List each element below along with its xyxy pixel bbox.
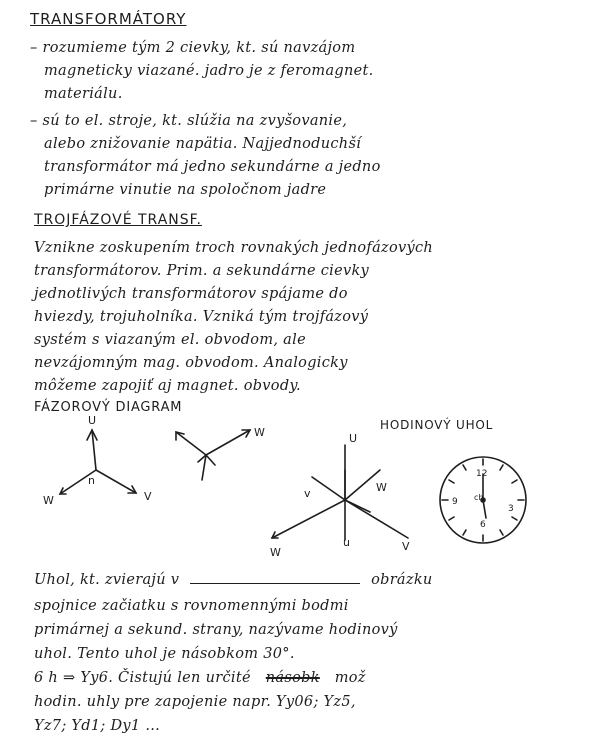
d1-label-u: U xyxy=(88,414,97,427)
clock-label-12: 12 xyxy=(476,469,488,479)
para4-line4: uhol. Tento uhol je násobkom 30°. xyxy=(34,646,295,662)
phasor-star-1 xyxy=(60,430,136,494)
para5-line3: Yz7; Yd1; Dy1 ... xyxy=(34,718,161,734)
d1-label-v: V xyxy=(144,490,152,503)
para3-line1: Vznikne zoskupením troch rovnakých jednofázových xyxy=(34,240,434,256)
d2-label-w: W xyxy=(254,426,265,439)
heading-three-phase: TROJFÁZOVÉ TRANSF. xyxy=(34,212,202,228)
d3-label-v-left: v xyxy=(304,487,311,500)
phasor-star-2 xyxy=(176,430,250,480)
blank-underline xyxy=(190,583,360,584)
para2-line2: alebo znižovanie napätia. Najjednoduchší xyxy=(44,136,362,152)
para1-line3: materiálu. xyxy=(44,86,123,102)
para2-line1: – sú to el. stroje, kt. slúžia na zvyšovanie, xyxy=(30,113,348,129)
clock-label-9: 9 xyxy=(452,497,458,507)
clock-label-6: 6 xyxy=(480,520,486,530)
heading-phasor-diagram: FÁZOROVÝ DIAGRAM xyxy=(34,400,183,415)
para4-line1 xyxy=(34,572,433,588)
clock-label-ch: ch xyxy=(474,493,484,502)
para3-line7: môžeme zapojiť aj magnet. obvody. xyxy=(34,378,301,394)
para5-line2: hodin. uhly pre zapojenie napr. Yy06; Yz5, xyxy=(34,694,356,710)
para1-line2: magneticky viazané. jadro je z feromagnet. xyxy=(44,63,374,79)
heading-clock-angle: HODINOVÝ UHOL xyxy=(380,418,494,432)
para4-line2: spojnice začiatku s rovnomennými bodmi xyxy=(34,598,349,614)
para3-line5: systém s viazaným el. obvodom, ale xyxy=(34,332,306,348)
para3-line2: transformátorov. Prim. a sekundárne cievky xyxy=(34,263,370,279)
para2-line4: primárne vinutie na spoločnom jadre xyxy=(44,182,327,198)
d3-label-w: W xyxy=(376,481,387,494)
para3-line6: nevzájomným mag. obvodom. Analogicky xyxy=(34,355,348,371)
d3-label-u-bottom: u xyxy=(343,536,350,549)
para5-struck-word: násobk xyxy=(265,670,320,686)
d1-label-w: W xyxy=(43,494,54,507)
para4-line1-tail: obrázku xyxy=(371,572,433,588)
para4-line1-text: Uhol, kt. zvierajú v xyxy=(34,572,180,588)
clock-label-3: 3 xyxy=(508,504,514,514)
d1-label-n: n xyxy=(88,474,95,487)
d3-label-v-right: V xyxy=(402,540,410,553)
d3-label-u-top: U xyxy=(349,432,358,445)
phasor-star-3 xyxy=(272,445,408,540)
para3-line4: hviezdy, trojuholníka. Vzniká tým trojfázový xyxy=(34,309,369,325)
para5-line1-start: 6 h ⇒ Yy6. Čistujú len určité xyxy=(34,670,251,686)
para4-line3: primárnej a sekund. strany, nazývame hodinový xyxy=(34,622,398,638)
para5-line1 xyxy=(34,670,366,686)
heading-transformers: TRANSFORMÁTORY xyxy=(30,10,187,28)
para1-line1: – rozumieme tým 2 cievky, kt. sú navzájom xyxy=(30,40,356,56)
para3-line3: jednotlivých transformátorov spájame do xyxy=(34,286,348,302)
para2-line3: transformátor má jedno sekundárne a jedno xyxy=(44,159,381,175)
d3-label-w-bottom: W xyxy=(270,546,281,559)
para5-line1-end: mož xyxy=(334,670,366,686)
